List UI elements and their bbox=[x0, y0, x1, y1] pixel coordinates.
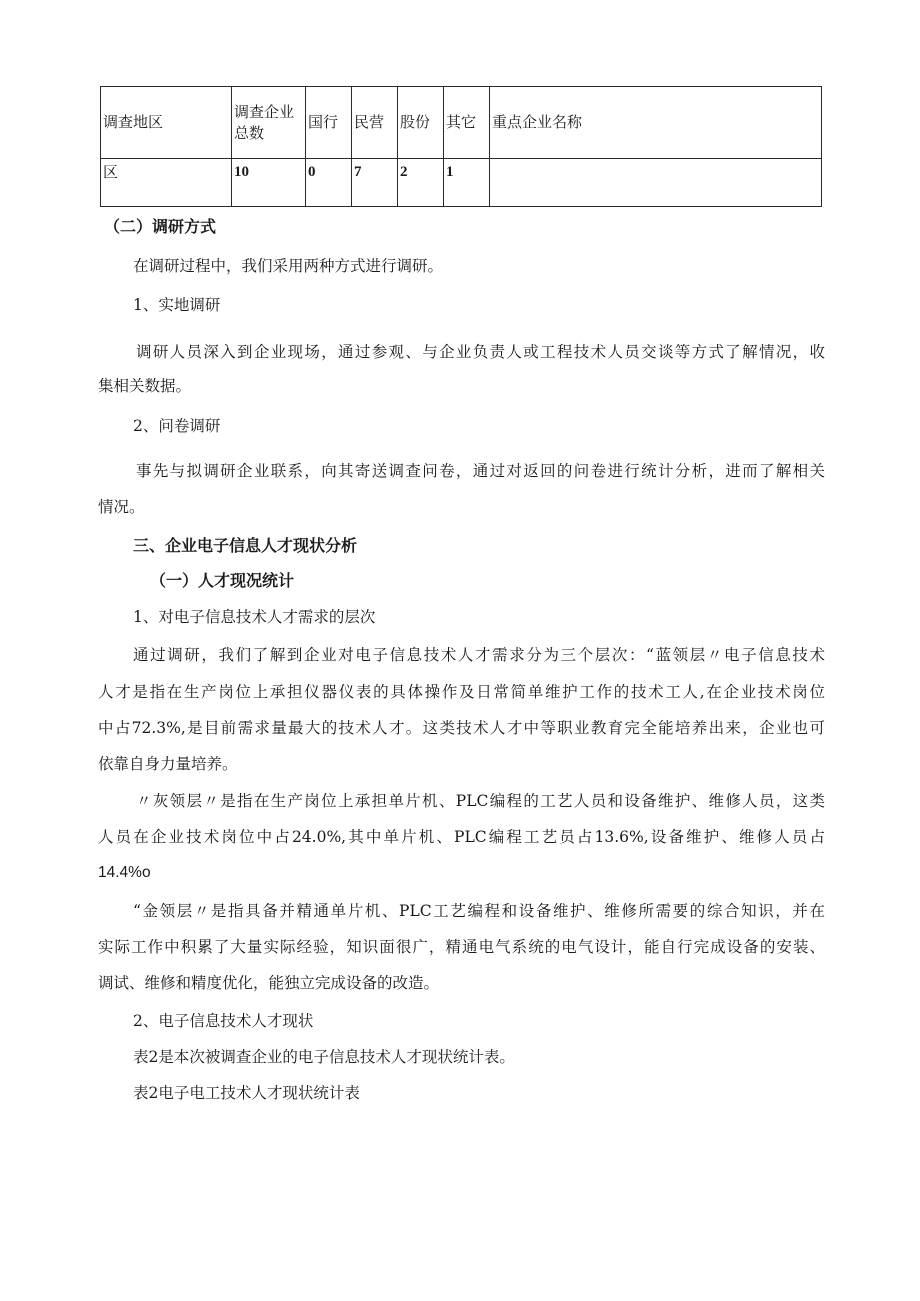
field-survey-text-line-1: 调研人员深入到企业现场，通过参观、与企业负责人或工程技术人员交谈等方式了解情况，收 bbox=[136, 343, 825, 361]
questionnaire-text-line-1: 事先与拟调研企业联系，向其寄送调查问卷，通过对返回的问卷进行统计分析，进而了解相关 bbox=[136, 462, 825, 480]
talent-stats-heading: （一）人才现况统计 bbox=[150, 571, 295, 590]
grey-collar-line-3: 14.4%o bbox=[98, 864, 151, 881]
levels-title: 1、对电子信息技术人才需求的层次 bbox=[133, 608, 376, 626]
cell-shareholding: 2 bbox=[398, 159, 444, 207]
cell-other: 1 bbox=[444, 159, 490, 207]
header-cell-other: 其它 bbox=[444, 87, 490, 159]
gold-collar-line-2: 实际工作中积累了大量实际经验，知识面很广，精通电气系统的电气设计，能自行完成设备的安装、 bbox=[98, 938, 825, 956]
header-cell-private: 民营 bbox=[352, 87, 398, 159]
grey-collar-line-2: 人员在企业技术岗位中占24.0%,其中单片机、PLC编程工艺员占13.6%,设备维护、维修人员占 bbox=[98, 828, 825, 846]
cell-key-companies bbox=[490, 159, 822, 207]
header-cell-shareholding: 股份 bbox=[398, 87, 444, 159]
cell-state: 0 bbox=[306, 159, 352, 207]
part3-heading: 三、企业电子信息人才现状分析 bbox=[133, 536, 358, 555]
method-heading: （二）调研方式 bbox=[104, 217, 217, 236]
blue-collar-line-2: 人才是指在生产岗位上承担仪器仪表的具体操作及日常简单维护工作的技术工人,在企业技术岗位 bbox=[98, 683, 825, 701]
blue-collar-line-4: 依靠自身力量培养。 bbox=[98, 755, 238, 773]
header-cell-region: 调查地区 bbox=[101, 87, 232, 159]
survey-region-table bbox=[100, 86, 822, 207]
table2-intro: 表2是本次被调查企业的电子信息技术人才现状统计表。 bbox=[133, 1048, 515, 1066]
header-cell-total: 调查企业总数 bbox=[232, 87, 306, 159]
gold-collar-line-3: 调试、维修和精度优化，能独立完成设备的改造。 bbox=[98, 974, 440, 992]
questionnaire-title: 2、问卷调研 bbox=[133, 417, 221, 435]
table-row bbox=[101, 159, 822, 207]
header-cell-state: 国行 bbox=[306, 87, 352, 159]
grey-collar-line-1: 〃灰领层〃是指在生产岗位上承担单片机、PLC编程的工艺人员和设备维护、维修人员，这类 bbox=[136, 792, 825, 810]
blue-collar-line-1: 通过调研，我们了解到企业对电子信息技术人才需求分为三个层次：“蓝领层〃电子信息技术 bbox=[133, 646, 825, 664]
header-cell-key-companies: 重点企业名称 bbox=[490, 87, 822, 159]
blue-collar-line-3: 中占72.3%,是目前需求量最大的技术人才。这类技术人才中等职业教育完全能培养出来，企业也可 bbox=[98, 719, 825, 737]
gold-collar-line-1: “金领层〃是指具备并精通单片机、PLC工艺编程和设备维护、维修所需要的综合知识，并在 bbox=[133, 902, 825, 920]
table-header-row bbox=[101, 87, 822, 159]
cell-total: 10 bbox=[232, 159, 306, 207]
questionnaire-text-line-2: 情况。 bbox=[98, 498, 145, 516]
cell-private: 7 bbox=[352, 159, 398, 207]
method-intro: 在调研过程中，我们采用两种方式进行调研。 bbox=[133, 257, 444, 275]
status-title: 2、电子信息技术人才现状 bbox=[133, 1012, 314, 1030]
cell-region: 区 bbox=[101, 159, 232, 207]
table2-caption: 表2电子电工技术人才现状统计表 bbox=[133, 1084, 360, 1102]
field-survey-title: 1、实地调研 bbox=[133, 296, 221, 314]
field-survey-text-line-2: 集相关数据。 bbox=[98, 377, 192, 395]
